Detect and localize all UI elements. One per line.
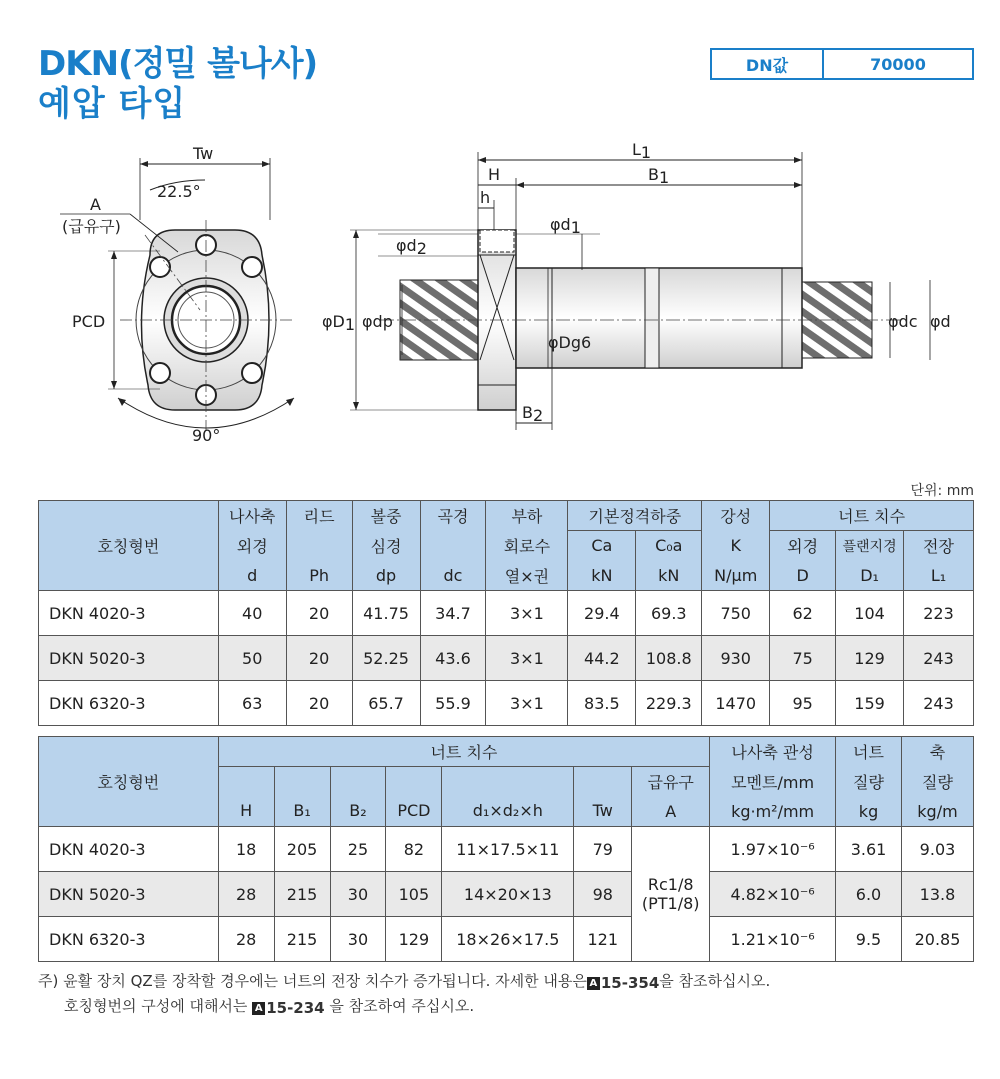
table-row [39, 681, 974, 726]
cell: 41.75 [352, 591, 420, 636]
cell: 20 [286, 636, 352, 681]
cell: 50 [218, 636, 286, 681]
cell: 63 [218, 681, 286, 726]
cell: 243 [904, 636, 974, 681]
header-nut: 너트 치수 [770, 501, 974, 531]
label-h-lower: h [480, 188, 491, 207]
cell: 9.5 [836, 917, 902, 962]
table-row [39, 917, 974, 962]
cell: 18 [218, 827, 274, 872]
header-flange-2: D₁ [836, 561, 904, 591]
cell: 79 [574, 827, 632, 872]
cell: 129 [836, 636, 904, 681]
label-dp: φdp [362, 312, 393, 331]
front-view [60, 144, 294, 445]
header-load: 기본정격하중 [568, 501, 702, 531]
spec-table-2 [38, 736, 974, 962]
cell: 40 [218, 591, 286, 636]
header-shaft-mass-1: 축 [901, 737, 973, 767]
label-pcd: PCD [72, 312, 106, 331]
header-dp-3: dp [352, 561, 420, 591]
header-dims: d₁×d₂×h [442, 767, 574, 827]
unit-label: 단위: mm [910, 483, 974, 499]
cell: 13.8 [901, 872, 973, 917]
label-d1: φd1 [550, 215, 581, 237]
ref-number: 15-354 [600, 974, 660, 992]
header-stiffness-1: 강성 [702, 501, 770, 531]
cell: 215 [274, 872, 330, 917]
header-oil-1: 급유구 [632, 767, 710, 797]
cell: 30 [330, 872, 386, 917]
header-od-2: D [770, 561, 836, 591]
cell: 229.3 [636, 681, 702, 726]
cell: 11×17.5×11 [442, 827, 574, 872]
cell-model: DKN 5020-3 [39, 872, 219, 917]
header-stiffness-3: N/μm [702, 561, 770, 591]
label-a: A [90, 195, 101, 214]
cell: 20 [286, 591, 352, 636]
cell: 55.9 [420, 681, 486, 726]
label-angle-22-5: 22.5° [157, 182, 201, 201]
cell: 95 [770, 681, 836, 726]
cell: 52.25 [352, 636, 420, 681]
header-b1: B₁ [274, 767, 330, 827]
label-angle-90: 90° [192, 426, 221, 445]
cell: 75 [770, 636, 836, 681]
header-inertia-3: kg·m²/mm [710, 797, 836, 827]
cell-model: DKN 4020-3 [39, 827, 219, 872]
footnote-2 [38, 995, 770, 1020]
oil-value-1: Rc1/8 [647, 875, 694, 894]
spec-table-1 [38, 500, 974, 726]
header-nut-mass-1: 너트 [836, 737, 902, 767]
side-view [322, 140, 951, 430]
footnote-1-text: 주) 윤활 장치 QZ를 장착할 경우에는 너트의 전장 치수가 증가됩니다. 자세한 내용은 [38, 972, 587, 990]
cell: 105 [386, 872, 442, 917]
cell: 20 [286, 681, 352, 726]
title-line2: 예압 타입 [38, 84, 187, 124]
cell: 930 [702, 636, 770, 681]
page-title [38, 44, 317, 124]
header-od-1: 외경 [770, 531, 836, 561]
label-D1: φD1 [322, 312, 356, 334]
table-row [39, 872, 974, 917]
cell: 25 [330, 827, 386, 872]
label-dc: φdc [888, 312, 918, 331]
cell: 3.61 [836, 827, 902, 872]
technical-drawing [0, 130, 1000, 460]
cell: 223 [904, 591, 974, 636]
label-tw: Tw [193, 144, 214, 163]
ref-number: 15-234 [266, 999, 325, 1017]
header-h: H [218, 767, 274, 827]
header-inertia-2: 모멘트/mm [710, 767, 836, 797]
label-dg6: φDg6 [548, 333, 592, 352]
header-nut-2: 너트 치수 [218, 737, 709, 767]
cell: 3×1 [486, 681, 568, 726]
cell: 43.6 [420, 636, 486, 681]
cell: 4.82×10⁻⁶ [710, 872, 836, 917]
header-lead-1: 리드 [286, 501, 352, 531]
table-row [39, 636, 974, 681]
cell: 104 [836, 591, 904, 636]
header-circuits-3: 열×권 [486, 561, 568, 591]
label-h-upper: H [488, 165, 501, 184]
cell: 65.7 [352, 681, 420, 726]
ref-link-15-234[interactable] [252, 997, 324, 1020]
footnotes [38, 970, 770, 1020]
header-pcd: PCD [386, 767, 442, 827]
header-model: 호칭형번 [39, 501, 219, 591]
header-inertia-1: 나사축 관성 [710, 737, 836, 767]
footnote-1 [38, 970, 770, 995]
label-l1: L1 [632, 140, 652, 162]
cell: 34.7 [420, 591, 486, 636]
cell: 108.8 [636, 636, 702, 681]
cell: 18×26×17.5 [442, 917, 574, 962]
cell: 129 [386, 917, 442, 962]
header-dc-3: dc [420, 561, 486, 591]
dn-label: DN값 [712, 50, 824, 78]
label-d2: φd2 [396, 236, 427, 258]
cell: 3×1 [486, 636, 568, 681]
header-oil-2: A [632, 797, 710, 827]
cell-model: DKN 6320-3 [39, 681, 219, 726]
cell: 9.03 [901, 827, 973, 872]
header-lead-3: Ph [286, 561, 352, 591]
cell: 121 [574, 917, 632, 962]
cell: 215 [274, 917, 330, 962]
cell: 28 [218, 872, 274, 917]
label-d: φd [930, 312, 951, 331]
cell-oil-hole [632, 827, 710, 962]
cell-model: DKN 5020-3 [39, 636, 219, 681]
ref-link-15-354[interactable] [587, 972, 659, 995]
header-dc-2 [420, 531, 486, 561]
cell: 98 [574, 872, 632, 917]
header-length-2: L₁ [904, 561, 974, 591]
table-row [39, 827, 974, 872]
cell-model: DKN 4020-3 [39, 591, 219, 636]
header-model-2: 호칭형번 [39, 737, 219, 827]
cell: 6.0 [836, 872, 902, 917]
cell: 1.21×10⁻⁶ [710, 917, 836, 962]
cell: 20.85 [901, 917, 973, 962]
header-ca-1: Ca [568, 531, 636, 561]
header-dc-1: 곡경 [420, 501, 486, 531]
header-nut-mass-3: kg [836, 797, 902, 827]
ref-icon: A [587, 977, 600, 990]
header-coa-2: kN [636, 561, 702, 591]
cell: 205 [274, 827, 330, 872]
dn-value: 70000 [870, 54, 926, 74]
cell-model: DKN 6320-3 [39, 917, 219, 962]
cell: 750 [702, 591, 770, 636]
header-ca-2: kN [568, 561, 636, 591]
header-shaft-mass-2: 질량 [901, 767, 973, 797]
cell: 3×1 [486, 591, 568, 636]
header-lead-2 [286, 531, 352, 561]
cell: 159 [836, 681, 904, 726]
header-shaft-mass-3: kg/m [901, 797, 973, 827]
cell: 1470 [702, 681, 770, 726]
header-shaft-od-1: 나사축 [218, 501, 286, 531]
header-shaft-od-2: 외경 [218, 531, 286, 561]
dn-value-box [710, 48, 974, 80]
header-stiffness-2: K [702, 531, 770, 561]
cell: 28 [218, 917, 274, 962]
header-tw: Tw [574, 767, 632, 827]
cell: 243 [904, 681, 974, 726]
cell: 29.4 [568, 591, 636, 636]
cell: 1.97×10⁻⁶ [710, 827, 836, 872]
footnote-1-end: 을 참조하십시오. [659, 972, 771, 990]
header-dp-2: 심경 [352, 531, 420, 561]
header-dp-1: 볼중 [352, 501, 420, 531]
header-nut-mass-2: 질량 [836, 767, 902, 797]
oil-value-2: (PT1/8) [641, 894, 700, 913]
cell: 69.3 [636, 591, 702, 636]
footnote-2-end: 을 참조하여 주십시오. [324, 997, 475, 1015]
cell: 30 [330, 917, 386, 962]
label-b1: B1 [648, 165, 670, 187]
cell: 83.5 [568, 681, 636, 726]
header-circuits-2: 회로수 [486, 531, 568, 561]
cell: 82 [386, 827, 442, 872]
cell: 14×20×13 [442, 872, 574, 917]
title-line1: DKN(정밀 볼나사) [38, 44, 318, 84]
label-a-note: (급유구) [62, 217, 121, 236]
cell: 44.2 [568, 636, 636, 681]
header-b2: B₂ [330, 767, 386, 827]
header-coa-1: C₀a [636, 531, 702, 561]
header-shaft-od-3: d [218, 561, 286, 591]
cell: 62 [770, 591, 836, 636]
ref-icon: A [252, 1002, 265, 1015]
header-length-1: 전장 [904, 531, 974, 561]
header-flange-1: 플랜지경 [836, 531, 904, 561]
table-row [39, 591, 974, 636]
footnote-2-text: 호칭형번의 구성에 대해서는 [64, 997, 248, 1015]
label-b2: B2 [522, 403, 544, 425]
header-circuits-1: 부하 [486, 501, 568, 531]
